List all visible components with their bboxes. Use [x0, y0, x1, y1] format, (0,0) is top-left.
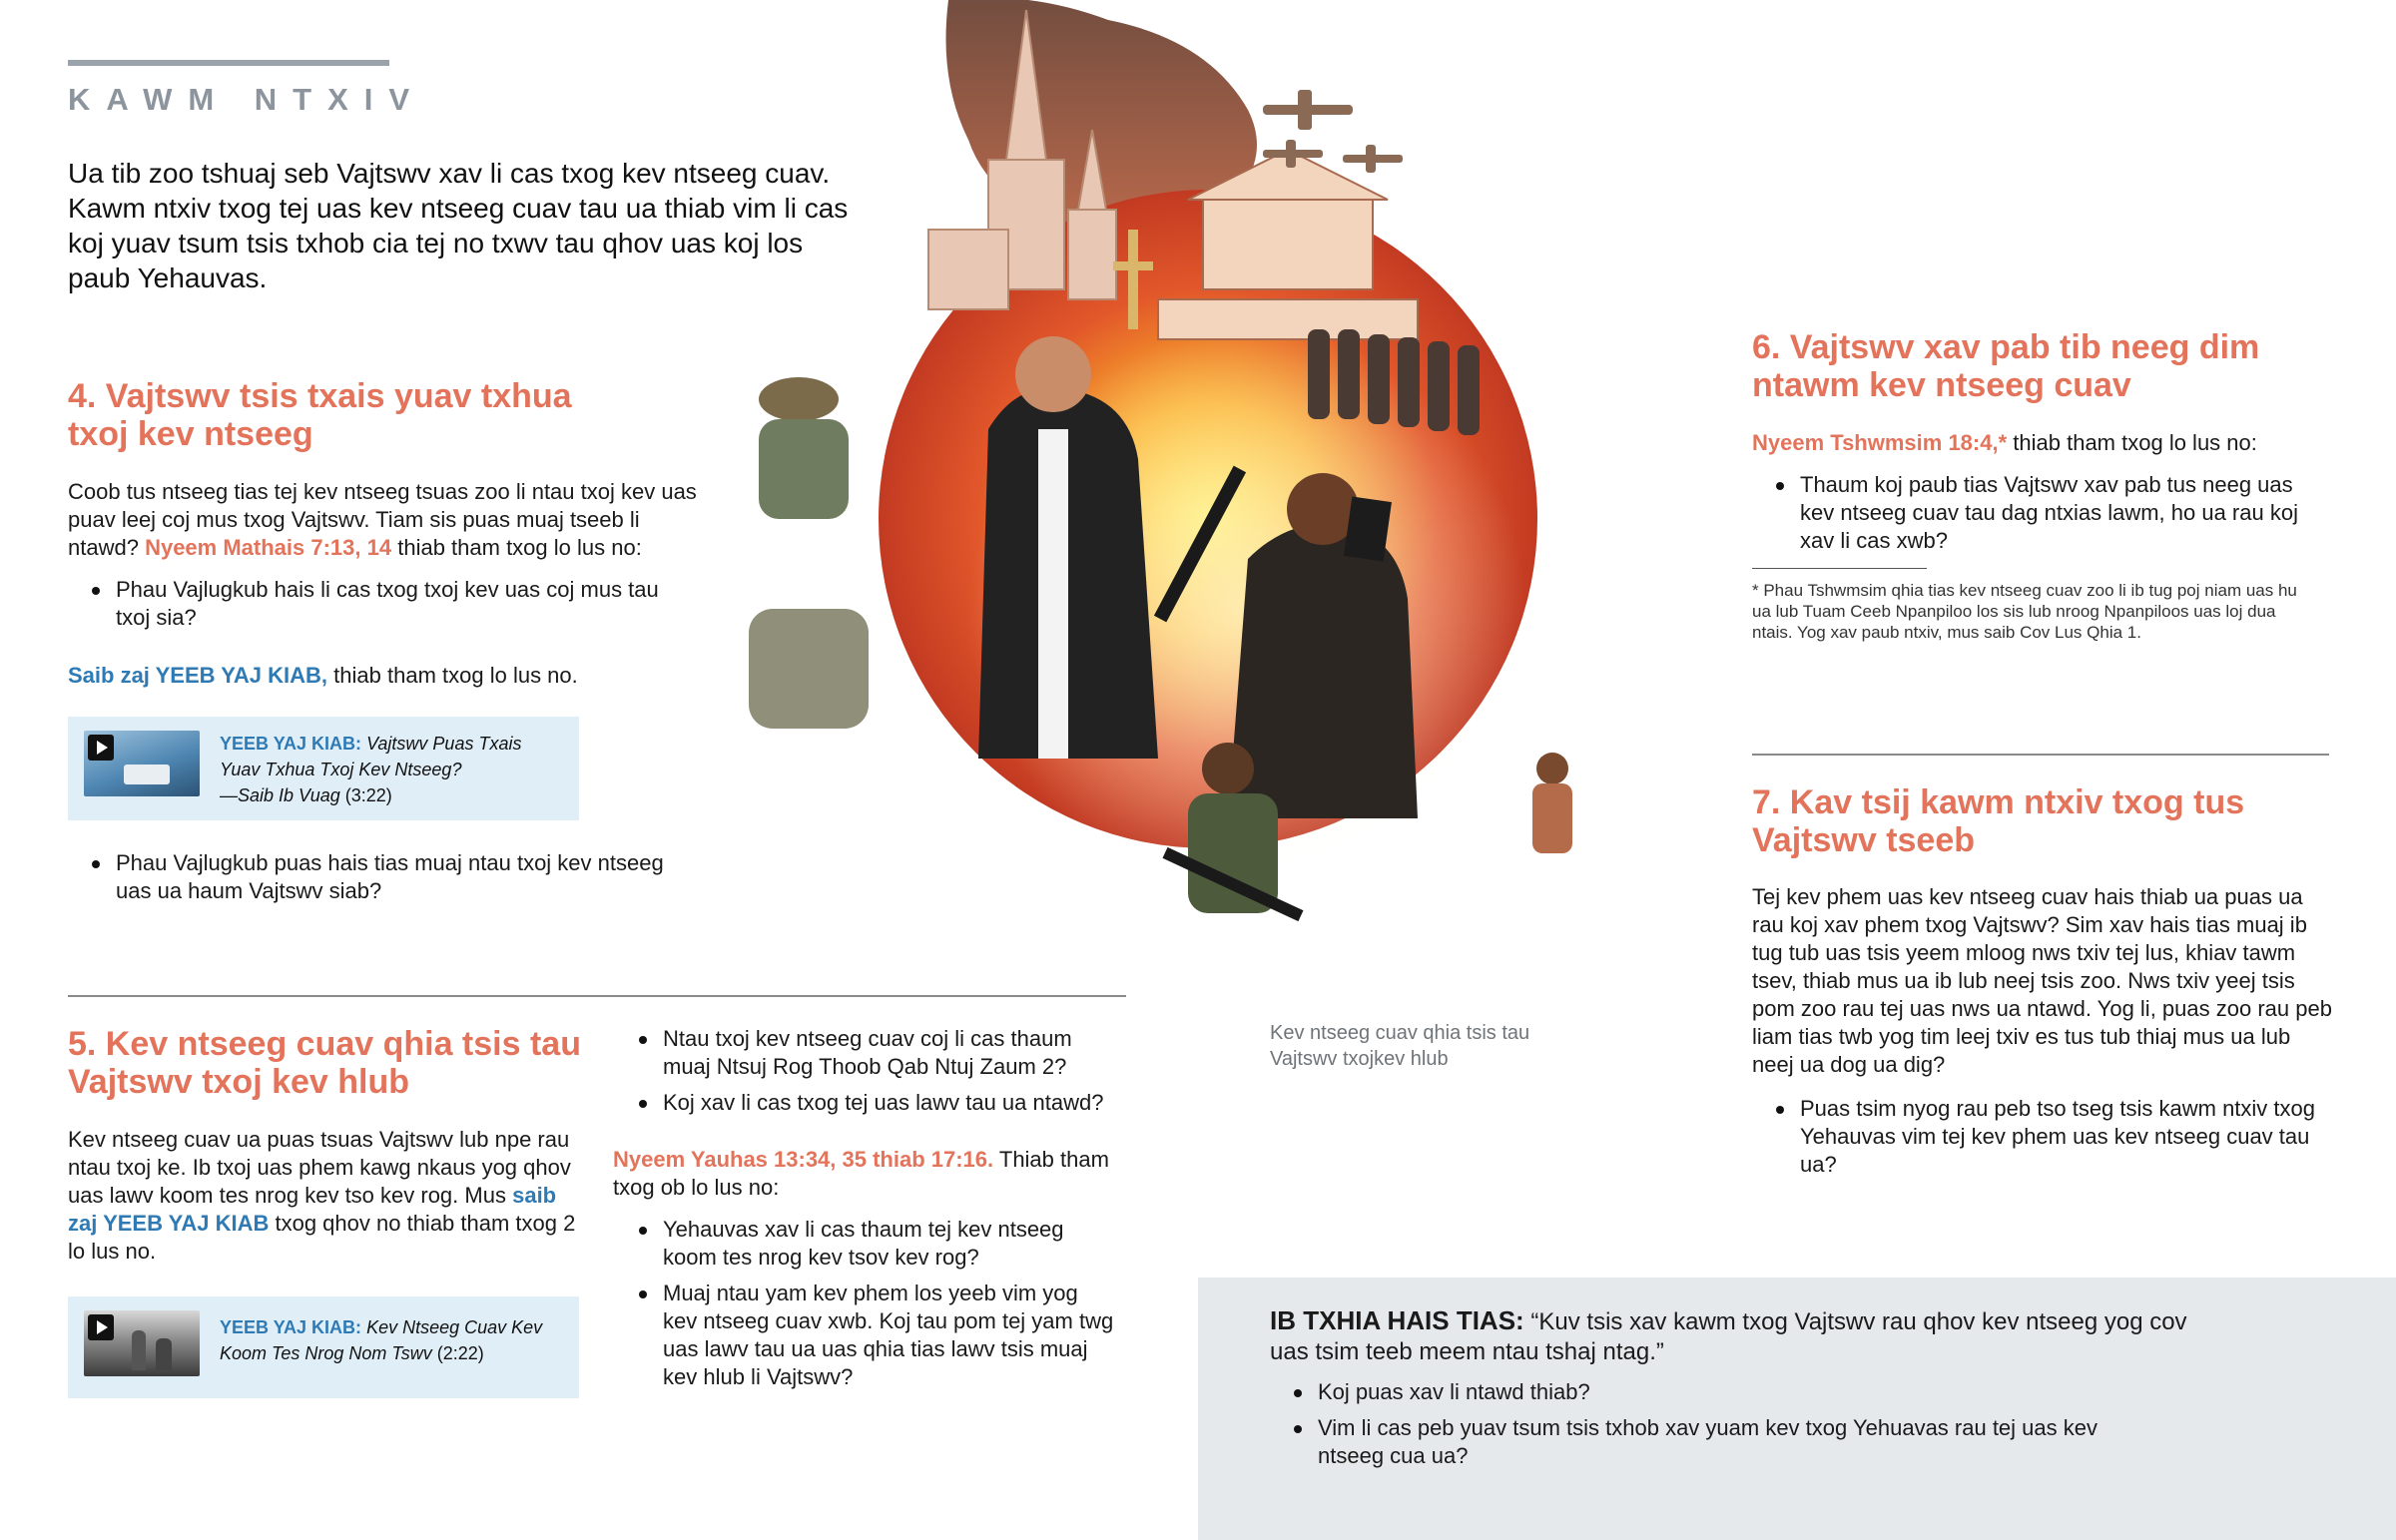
section-5-heading: 5. Kev ntseeg cuav qhia tsis tau Vajtswv txoj kev hlub: [68, 1025, 581, 1101]
scripture-link-john[interactable]: Nyeem Yauhas 13:34, 35 thiab 17:16.: [613, 1147, 994, 1172]
section-6-questions: [1752, 471, 2331, 563]
section-6-ref: Nyeem Tshwmsim 18:4,* thiab tham txog lo lus no:: [1752, 430, 2257, 455]
video-thumbnail[interactable]: [84, 731, 200, 796]
book-icon: [124, 765, 170, 784]
list-item: Puas tsim nyog rau peb tso tseg tsis kawm ntxiv txog Yehauvas vim tej kev phem uas kev ntseeg cuav tau ua?: [1752, 1095, 2331, 1179]
list-item: Koj puas xav li ntawd thiab?: [1270, 1378, 2168, 1406]
illustration-svg: [689, 0, 1717, 998]
objection-questions: [1270, 1378, 2168, 1478]
section-4-body: Coob tus ntseeg tias tej kev ntseeg tsuas zoo li ntau txoj kev uas puav leej coj mus txog Vajtswv. Tiam sis puas muaj tseeb li ntawd? Nyeem Mathais 7:13, 14 thiab tham txog lo lus no:: [68, 479, 697, 560]
play-icon[interactable]: [88, 1314, 114, 1340]
figure-caption: Kev ntseeg cuav qhia tsis tau Vajtswv txojkev hlub: [1270, 1022, 1530, 1070]
section-4-questions-b: [68, 849, 667, 913]
scripture-link-matthew[interactable]: Nyeem Mathais 7:13, 14: [145, 535, 392, 560]
video-card-1[interactable]: [68, 717, 579, 820]
video-text: YEEB YAJ KIAB: Kev Ntseeg Cuav Kev Koom Tes Nrog Nom Tswv (2:22): [220, 1317, 543, 1363]
section-7-heading: 7. Kav tsij kawm ntxiv txog tus Vajtswv tseeb: [1752, 783, 2245, 859]
list-item: Thaum koj paub tias Vajtswv xav pab tus neeg uas kev ntseeg cuav tau dag ntxias lawm, ho ua rau koj xav li cas xwb?: [1752, 471, 2331, 555]
list-item: Muaj ntau yam kev phem los yeeb vim yog kev ntseeg cuav xwb. Koj tau pom tej yam twg uas lawv tau ua uas qhia tias lawv tsis muaj kev hlub li Vajtswv?: [615, 1280, 1114, 1391]
watch-video-link[interactable]: Saib zaj YEEB YAJ KIAB,: [68, 663, 328, 688]
section-5-questions-b: [615, 1216, 1114, 1399]
divider: [1752, 754, 2329, 756]
figure-icon: [132, 1330, 146, 1370]
list-item: Phau Vajlugkub hais li cas txog txoj kev uas coj mus tau txoj sia?: [68, 576, 687, 632]
section-5-body: Kev ntseeg cuav ua puas tsuas Vajtswv lub npe rau ntau txoj ke. Ib txoj uas phem kawg nkaus yog qhov uas lawv koom tes nrog kev tso kev rog. Mus saib zaj YEEB YAJ KIAB txog qhov no thiab tham txog 2 lo lus no.: [68, 1127, 576, 1264]
video-text: YEEB YAJ KIAB: Vajtswv Puas Txais Yuav Txhua Txoj Kev Ntseeg? —Saib Ib Vuag (3:22): [220, 734, 522, 805]
video-title: Vajtswv Puas Txais Yuav Txhua Txoj Kev Ntseeg?: [220, 734, 522, 779]
section-4-heading: 4. Vajtswv tsis txais yuav txhua txoj kev ntseeg: [68, 377, 572, 453]
section-4-watch: Saib zaj YEEB YAJ KIAB, thiab tham txog lo lus no.: [68, 663, 578, 688]
section-6-heading: 6. Vajtswv xav pab tib neeg dim ntawm kev ntseeg cuav: [1752, 328, 2260, 404]
section-5-ref: Nyeem Yauhas 13:34, 35 thiab 17:16. Thiab tham txog ob lo lus no:: [613, 1147, 1109, 1200]
soldier-figure: [749, 377, 869, 729]
list-item: Ntau txoj kev ntseeg cuav coj li cas thaum muaj Ntsuj Rog Thoob Qab Ntuj Zaum 2?: [615, 1025, 1114, 1081]
section-7-body: Tej kev phem uas kev ntseeg cuav hais thiab ua puas ua rau koj xav phem txog Vajtswv? Sim xav hais tias muaj ib tug tub uas tsis yeem mloog nws txiv tej lus, khiav tawm tsev, thiab mus ua ib lub neej tsis zoo. Nws txiv yeej tsis pom zoo rau tej uas nws ua ntawd. Yog li, puas zoo rau peb liam tias twb yog tim leej txiv es tus tub thiaj mus ua lub neej ua dog ua dig?: [1752, 884, 2332, 1077]
list-item: Vim li cas peb yuav tsum tsis txhob xav yuam kev txog Yehuavas rau tej uas kev ntseeg cua ua?: [1270, 1414, 2168, 1470]
list-item: Yehauvas xav li cas thaum tej kev ntseeg koom tes nrog kev tsov kev rog?: [615, 1216, 1114, 1272]
section-5-questions-a: [615, 1025, 1114, 1125]
section-4-questions-a: [68, 576, 687, 640]
footnote-rule: [1752, 568, 1927, 569]
objection-title: IB TXHIA HAIS TIAS:: [1270, 1305, 1524, 1335]
video-thumbnail[interactable]: [84, 1310, 200, 1376]
lesson-label: KAWM NTXIV: [68, 82, 426, 117]
footnote: * Phau Tshwmsim qhia tias kev ntseeg cuav zoo li ib tug poj niam uas hu ua lub Tuam Ceeb Npanpiloo los sis lub nroog Npanpiloos uas loj dua ntais. Yog xav paub ntxiv, mus saib Cov Lus Qhia 1.: [1752, 581, 2297, 642]
watch-video-link[interactable]: saib zaj YEEB YAJ KIAB: [68, 1183, 557, 1236]
scripture-link-revelation[interactable]: Nyeem Tshwmsim 18:4,: [1752, 430, 1999, 455]
play-icon[interactable]: [88, 735, 114, 761]
list-item: Koj xav li cas txog tej uas lawv tau ua ntawd?: [615, 1089, 1114, 1117]
list-item: Phau Vajlugkub puas hais tias muaj ntau txoj kev ntseeg uas ua haum Vajtswv siab?: [68, 849, 667, 905]
video-title: Kev Ntseeg Cuav Kev Koom Tes Nrog Nom Tswv: [220, 1317, 543, 1363]
section-7-questions: [1752, 1095, 2331, 1187]
header-rule: [68, 60, 389, 66]
intro-paragraph: Ua tib zoo tshuaj seb Vajtswv xav li cas txog kev ntseeg cuav. Kawm ntxiv txog tej uas kev ntseeg cuav tau ua thiab vim li cas koj yuav tsum tsis txhob cia tej no txwv tau qhov uas koj los paub Yehauvas.: [68, 158, 849, 293]
figure-icon: [156, 1338, 172, 1370]
illustration-false-religion: [689, 0, 1717, 998]
footnote-marker[interactable]: *: [1998, 430, 2008, 455]
video-card-2[interactable]: [68, 1296, 579, 1398]
objection-quote: IB TXHIA HAIS TIAS: “Kuv tsis xav kawm txog Vajtswv rau qhov kev ntseeg yog cov uas tsim teeb meem ntau tshaj ntag.”: [1270, 1305, 2187, 1365]
